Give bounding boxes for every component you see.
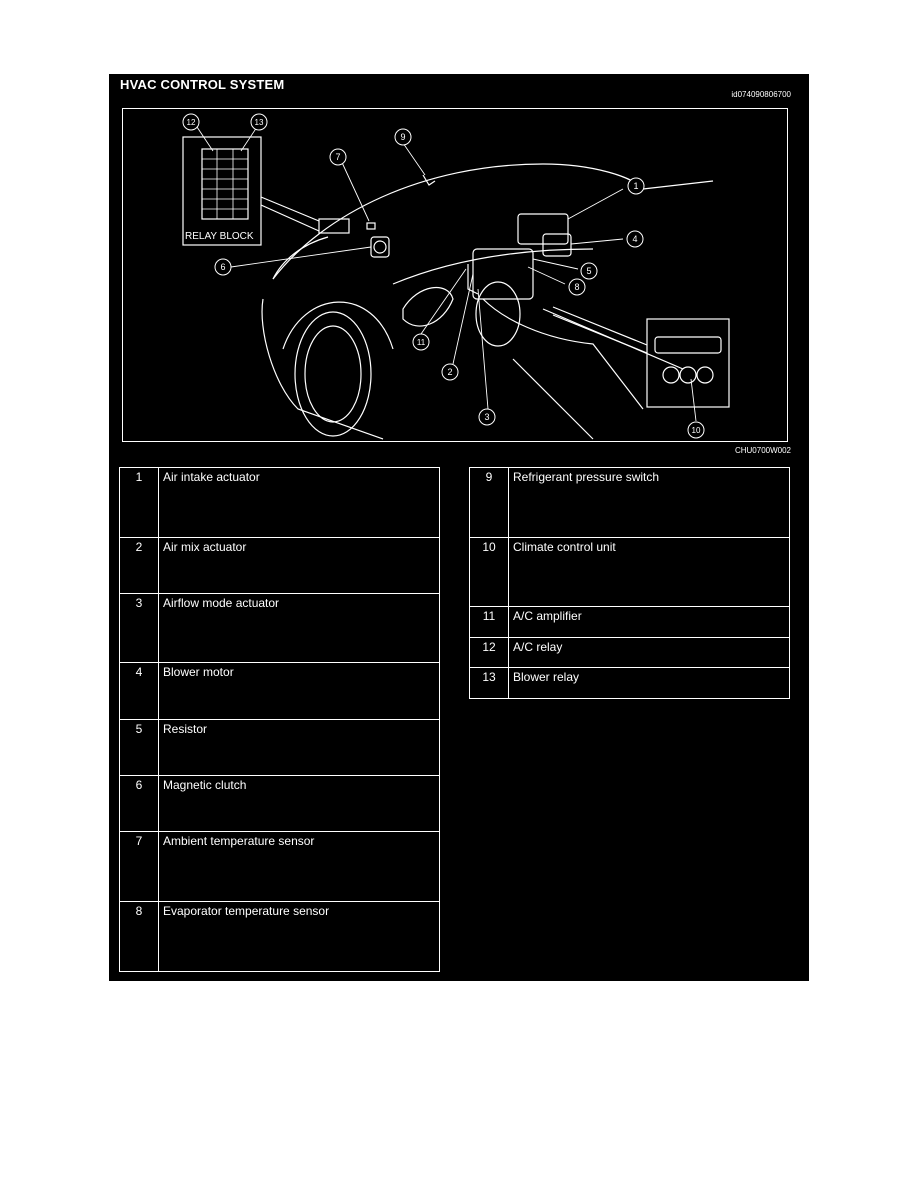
headlight [403,288,453,327]
legend-number: 1 [120,468,159,538]
legend-label: Air mix actuator [159,538,440,594]
legend-number: 5 [120,720,159,776]
callout-6: 6 [220,262,226,272]
legend-number: 11 [470,607,509,638]
legend-number: 6 [120,776,159,832]
legend-number: 12 [470,638,509,668]
document-id: id074090806700 [731,90,791,99]
climate-pointer [553,307,647,353]
legend-row [120,663,440,720]
callout-4: 4 [632,234,638,244]
callout-7: 7 [335,152,341,162]
callout-1: 1 [633,181,639,191]
legend-number: 7 [120,832,159,902]
hvac-component-diagram [122,108,788,442]
legend-number: 4 [120,663,159,720]
legend-label: Magnetic clutch [159,776,440,832]
legend-label: A/C relay [509,638,790,668]
callout-13: 13 [254,118,264,127]
legend-number: 2 [120,538,159,594]
legend-number: 8 [120,902,159,972]
figure-code: CHU0700W002 [734,446,791,455]
legend-label: Evaporator temperature sensor [159,902,440,972]
legend-number: 3 [120,594,159,663]
callout-11: 11 [416,338,426,347]
hood-edge [393,249,593,284]
legend-row [120,902,440,972]
callout-3: 3 [484,412,490,422]
relay-block-label: RELAY BLOCK [185,231,254,242]
legend-label: Airflow mode actuator [159,594,440,663]
relay-block-pointer [261,197,319,231]
legend-label: Blower motor [159,663,440,720]
diagram-drawing [123,109,787,441]
legend-row [470,468,790,538]
blower-motor-shape [543,234,571,256]
legend-row [120,468,440,538]
legend-number: 10 [470,538,509,607]
legend-row [120,720,440,776]
callout-12: 12 [186,118,196,127]
legend-row [120,594,440,663]
legend-label: Air intake actuator [159,468,440,538]
legend-label: Blower relay [509,668,790,699]
legend-table-right [469,467,790,699]
legend-row [470,538,790,607]
callout-8: 8 [574,282,580,292]
legend-row [120,538,440,594]
page-title: HVAC CONTROL SYSTEM [120,77,285,92]
legend-row [470,607,790,638]
callout-9: 9 [400,132,406,142]
legend-row [470,638,790,668]
callout-10: 10 [691,426,701,435]
legend-label: Climate control unit [509,538,790,607]
legend-label: A/C amplifier [509,607,790,638]
steering-column [476,282,520,346]
legend-label: Refrigerant pressure switch [509,468,790,538]
wheel-arch [283,302,393,349]
legend-label: Resistor [159,720,440,776]
legend-row [120,832,440,902]
legend-table-left [119,467,440,972]
legend-row [120,776,440,832]
hvac-document-panel [109,74,809,981]
callout-2: 2 [447,367,453,377]
legend-number: 13 [470,668,509,699]
ambient-sensor-shape [367,223,375,229]
windshield-line [643,181,713,189]
climate-control-inset [647,319,729,407]
legend-label: Ambient temperature sensor [159,832,440,902]
hood-outline [273,164,643,279]
legend-row [470,668,790,699]
legend-number: 9 [470,468,509,538]
relay-block-inset [183,137,261,245]
fender-line [273,237,328,279]
callout-5: 5 [586,266,592,276]
front-wheel [295,312,371,436]
